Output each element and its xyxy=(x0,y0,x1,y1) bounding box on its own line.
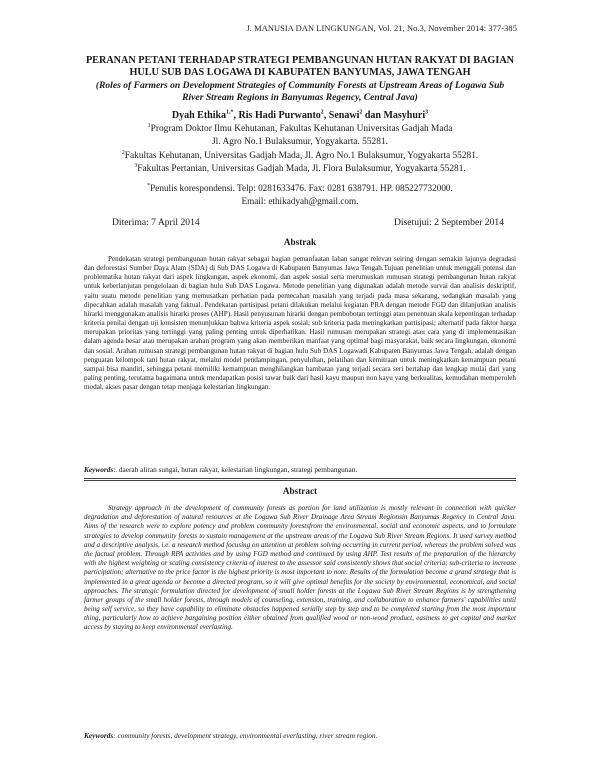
affiliation-text: Fakultas Pertanian, Universitas Gadjah Mada, Jl. Flora Bulaksumur, Yogyakarta 55281. xyxy=(137,164,466,174)
section-divider xyxy=(84,478,516,479)
keywords-label: Keywords xyxy=(84,465,114,474)
accepted-date: Disetujui: 2 September 2014 xyxy=(393,217,504,228)
abstract-body: Strategy approach in the development of community forests as portion for land utilization is mostly relevant in connection with quicker degradation and deforestation of natural resources at the Logawa Sub River Drainage Area Stream Regionsin Banyumas Regency in Central Java. Aims of the research were to explore potency and problem community forestsfrom the environmental, social and economic aspects, and to formulate strategies to develop community forests to sustain management at the upstream areas of the Logawa Sub River Stream Regions. It used survey method and a descriptive analysis, i.e. a research method focusing on attention at problem solving occurring in current period, whereas the problem solved was the factual problem. Through RPA activities and by using FGD method and continued by using AHP. Test results of the preparation of the hierarchy with the highest weighting or scaling consistency criteria of interest to the assessor said consistently shows that social criteria; sub-criteria to increase participation; alternative to the price factor is the highest priority is most important to note. Results of the formulation become a grand strategy that is implemented in a great agenda or become a directed program, so it will give optimal benefits for the society by environmental, economical, and social approaches. The strategic formulation directed for development of small holder forests at the Logawa Sub River Stream Regions is by strengthening farmer groups of the small holder forests, through models of counseling, extension, training, and collaboration to enhance farmers' capabilities until being self service, so they have capability to eliminate obstacles happened serially step by step and to be completed starting from the most important thing, particularly how to achieve bargaining position either obtained from qualified wood or non-wood product, easiness to get capital and market access by staying to keep environmental everlasting. xyxy=(84,504,516,632)
correspondence xyxy=(84,182,516,207)
author-name: , Senawi xyxy=(323,110,360,121)
abstrak-heading: Abstrak xyxy=(283,237,317,247)
affiliation-text: Program Doktor Ilmu Kehutanan, Fakultas Kehutanan Universitas Gadjah Mada xyxy=(150,124,453,134)
paper-title-english: (Roles of Farmers on Development Strategies of Community Forests at Upstream Areas of Logawa Sub River Stream Regions in Banyumas Regency, Central Java) xyxy=(95,80,505,104)
affiliation-text: Fakultas Kehutanan, Universitas Gadjah Mada, Jl. Agro No.1 Bulaksumur, Yogyakarta 55281. xyxy=(124,151,479,161)
author-name: Dyah Ethika xyxy=(171,110,227,121)
author-name: , Ris Hadi Purwanto xyxy=(233,110,321,121)
affiliation-marker: 1 xyxy=(147,122,151,129)
affiliation-3 xyxy=(84,163,516,176)
correspondence-marker: * xyxy=(147,182,151,189)
keywords-english xyxy=(84,731,516,740)
author-marker: 2 xyxy=(320,109,324,116)
author-marker: 3 xyxy=(425,109,429,116)
abstrak-body: Pendekatan strategi pembangunan hutan rakyat sebagai bagian pemanfaatan lahan sangat relevan seiring dengan semakin lajunya degradasi dan deforestasi Sumber Daya Alam (SDA) di Sub DAS Logawa di Kabupaten Banyumas Jawa Tengah.Tujuan penelitian untuk menggali potensi dan problematika hutan rakyat dari aspek lingkungan, aspek ekonomi, dan aspek sosial serta merumuskan rumusan strategi pembangunan hutan rakyat untuk keberlanjutan pengelolaan di bagian hulu Sub DAS Logawa. Metode penelitian yang digunakan adalah metode survai dan analisis deskriptif, yaitu suatu metode penelitian yang memusatkan perhatian pada pemecahan masalah yang terjadi pada masa sekarang, sedangkan masalah yang dipecahkan adalah masalah yang faktual. Pendekatan partisipasi petani dilakukan melalui kegiatan PRA dengan metode FGD dan dilanjutkan analisis hirarki menggunakan analisis hirarki proses (AHP). Hasil penyusunan hirarki dengan pembobotan tertinggi atau penentuan skala kepentingan terhadap kriteria penilai dengan uji konsisten menunjukkan bahwa kriteria aspek sosial; sub kriteria pada meningkatkan partisipasi; alternatif pada faktor harga merupakan prioritas yang tertinggi yang paling penting untuk diperhatikan. Hasil rumusan merupakan strategi atau cara yang di implementasikan dalam agenda besar atau merupakan arahan program yang akan memberikan manfaat yang optimal bagi masyarakat, baik secara lingkungan, ekonomi dan sosial. Arahan rumusan strategi pembangunan hutan rakyat di bagian hulu Sub DAS Logawadi Kabupaten Banyumas Jawa Tengah, adalah dengan penguatan kelompok tani hutan rakyat, melalui model pendampingan, penyuluhan, pelatihan dan kemitraan untuk meningkatkan kemampuan petani sampai bisa mandiri, sehingga petani memiliki kemampuan menghilangkan hambatan yang terjadi secara seri bertahap dan lengkap mulai dari yang paling penting, terutama bagaimana untuk mendapatkan posisi tawar baik dari hasil kayu maupun non kayu yang berkualitas, kemudahan memperoleh modal, akses pasar dengan tetap menjaga kelestarian lingkungan. xyxy=(84,255,516,392)
keywords-label: Keywords xyxy=(84,731,114,740)
received-date: Diterima: 7 April 2014 xyxy=(112,217,200,228)
running-head: J. MANUSIA DAN LINGKUNGAN, Vol. 21, No.3, November 2014: 377-385 xyxy=(246,24,517,33)
correspondence-email: Email: ethikadyah@gmail.com. xyxy=(241,195,359,206)
affiliation-marker: 3 xyxy=(134,162,138,169)
author-marker: 1,* xyxy=(226,109,234,116)
paper-title-indonesian: PERANAN PETANI TERHADAP STRATEGI PEMBANGUNAN HUTAN RAKYAT DI BAGIAN HULU SUB DAS LOGAWA DI KABUPATEN BANYUMAS, JAWA TENGAH xyxy=(85,55,515,79)
section-divider xyxy=(84,480,516,481)
author-name: dan Masyhuri xyxy=(362,110,426,121)
keywords-text: :. daerah aliran sungai, hutan rakyat, kelestarian lingkungan, strategi pembangunan. xyxy=(113,465,358,474)
keywords-text: : community forests, development strategy, environmental everlasting, river stream region. xyxy=(113,731,378,740)
submission-dates xyxy=(112,217,504,228)
keywords-indonesian xyxy=(84,465,516,474)
abstract-heading: Abstract xyxy=(282,486,318,496)
affiliation-text: Jl. Agro No.1 Bulaksumur, Yogyakarta. 55281. xyxy=(212,136,388,147)
affiliation-marker: 2 xyxy=(121,149,125,156)
author-list xyxy=(84,110,516,121)
affiliation-2 xyxy=(84,150,516,163)
correspondence-contact: Penulis korespondensi. Telp: 0281633476. Fax: 0281 638791. HP. 085227732000. xyxy=(150,183,453,193)
author-marker: 2 xyxy=(359,109,363,116)
affiliation-1 xyxy=(84,123,516,148)
